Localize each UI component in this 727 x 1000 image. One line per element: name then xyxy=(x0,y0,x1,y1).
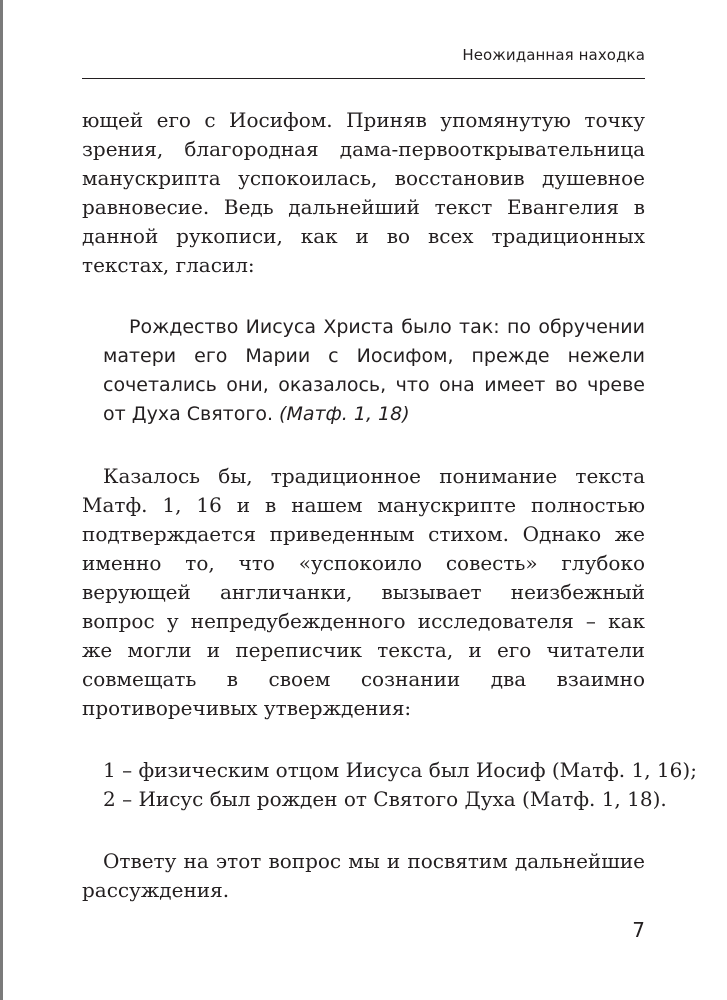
list-item: 2 – Иисус был рожден от Святого Духа (Матф. 1, 18). xyxy=(103,787,667,811)
page-body xyxy=(82,106,697,905)
list-item: 1 – физическим отцом Иисуса был Иосиф (Матф. 1, 16); xyxy=(103,758,697,782)
quote-text: Рождество Иисуса Христа было так: по обручении матери его Марии с Иосифом, прежде нежели сочетались они, оказалось, что она имеет во чреве от Духа Святого. xyxy=(103,316,645,425)
scripture-quote xyxy=(82,313,645,429)
page-left-edge xyxy=(0,0,3,1000)
running-title: Неожиданная находка xyxy=(462,46,645,64)
quote-reference: (Матф. 1, 18) xyxy=(279,403,410,425)
page-number: 7 xyxy=(632,918,645,942)
header-rule xyxy=(82,78,645,79)
paragraph-3: Ответу на этот вопрос мы и посвятим дальнейшие рассуждения. xyxy=(82,849,645,902)
paragraph-2: Казалось бы, традиционное понимание текста Матф. 1, 16 и в нашем манускрипте полностью подтверждается приведенным стихом. Однако же именно то, что «успокоило совесть» глубоко верующей англичанки, вызывает неизбежный вопрос у непредубежденного исследователя – как же могли и переписчик текста, и его читатели совмещать в своем сознании два взаимно противоречивых утверждения: xyxy=(82,464,645,720)
paragraph-1: ющей его с Иосифом. Приняв упомянутую точку зрения, благородная дама-первооткрывательница манускрипта успокоилась, восстановив душевное равновесие. Ведь дальнейший текст Евангелия в данной рукописи, как и во всех традиционных текстах, гласил: xyxy=(82,108,645,277)
statement-list xyxy=(82,756,697,814)
